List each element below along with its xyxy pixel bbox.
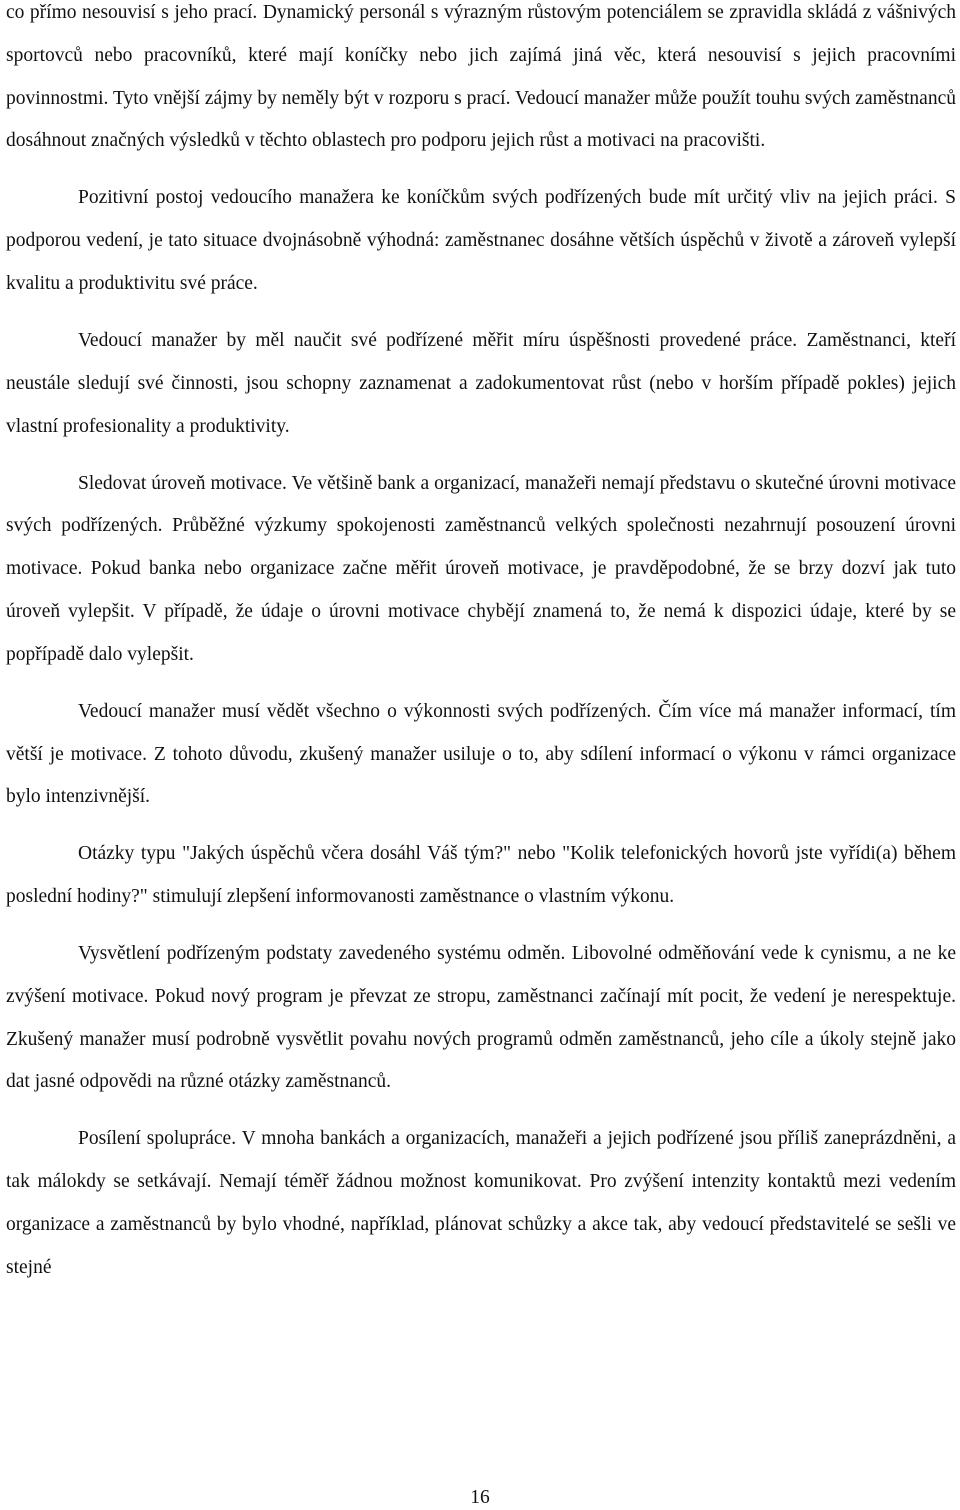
sentence: Pokud banka nebo organizace začne měřit úroveň motivace, je pravděpodobné, že se brzy dozví jak tuto úroveň vylepšit. (6, 558, 957, 622)
sentence: Vysvětlení podřízeným podstaty zavedeného systému odměn. (78, 943, 572, 965)
paragraph-measuring-success (6, 320, 956, 448)
paragraph-gap (6, 819, 956, 833)
sentence: Dynamický personál s výrazným růstovým potenciálem se zpravidla skládá z vášnivých sportovců nebo pracovníků, které mají koníčky nebo jich zajímá jiná věc, která nesouvisí s jejich pracovními povinnostmi. (6, 2, 956, 109)
sentence: V případě, že údaje o úrovni motivace chybějí znamená to, že nemá k dispozici údaje, které by se popřípadě dalo vylepšit. (6, 600, 956, 665)
paragraph-intro (6, 0, 956, 163)
paragraph-reward-system (6, 933, 956, 1104)
sentence: S podporou vedení, je tato situace dvojnásobně výhodná: zaměstnanec dosáhne větších úspěchů v životě a zároveň vylepší kvalitu a produktivitu své práce. (6, 187, 956, 294)
paragraph-questions (6, 833, 956, 919)
sentence: co přímo nesouvisí s jeho prací. (6, 2, 263, 23)
page-number: 16 (470, 1487, 490, 1508)
sentence: Libovolné odměňování vede k cynismu, a ne ke zvýšení motivace. (6, 943, 957, 1007)
sentence: Pozitivní postoj vedoucího manažera ke koníčkům svých podřízených bude mít určitý vliv na jejich práci. (78, 187, 946, 209)
sentence: Ve většině bank a organizací, manažeři nemají představu o skutečné úrovni motivace svých podřízených. (6, 472, 956, 537)
sentence: Z tohoto důvodu, zkušený manažer usiluje o to, aby sdílení informací o výkonu v rámci organizace bylo intenzivnější. (6, 743, 956, 808)
sentence: Vedoucí manažer musí vědět všechno o výkonnosti svých podřízených. (78, 700, 659, 722)
sentence: V mnoha bankách a organizacích, manažeři a jejich podřízené jsou příliš zaneprázdněni, a tak málokdy se setkávají. (6, 1128, 956, 1193)
paragraph-gap (6, 163, 956, 177)
sentence: Nemají téměř žádnou možnost komunikovat. (219, 1171, 590, 1193)
sentence: Čím více má manažer informací, tím větší je motivace. (6, 700, 956, 765)
sentence: Pro zvýšení intenzity kontaktů mezi vedením organizace a zaměstnanců by bylo vhodné, například, plánovat schůzky a akce tak, aby vedoucí představitelé se sešli ve stejné (6, 1171, 956, 1278)
paragraph-gap (6, 919, 956, 933)
paragraph-cooperation (6, 1118, 956, 1289)
sentence: Průběžné výzkumy spokojenosti zaměstnanců velkých společnosti nezahrnují posouzení úrovni motivace. (6, 515, 956, 580)
sentence: Vedoucí manažer může použít touhu svých zaměstnanců dosáhnout značných výsledků v těchto oblastech pro podporu jejich růst a motivaci na pracovišti. (6, 87, 956, 152)
paragraph-gap (6, 306, 956, 320)
paragraph-gap (6, 448, 956, 462)
sentence: Posílení spolupráce. (78, 1128, 242, 1150)
paragraph-gap (6, 1104, 956, 1118)
sentence: Pokud nový program je převzat ze stropu, zaměstnanci začínají mít pocit, že vedení je nerespektuje. (154, 985, 956, 1007)
document-page (6, 0, 956, 1290)
paragraph-positive-attitude (6, 177, 956, 305)
sentence: Tyto vnější zájmy by neměly být v rozporu s prací. (112, 87, 516, 109)
sentence: Otázky typu "Jakých úspěchů včera dosáhl Váš tým?" nebo "Kolik telefonických hovorů jste vyřídi(a) během poslední hodiny?" stimulují zlepšení informovanosti zaměstnance o vlastním výkonu. (6, 843, 956, 908)
sentence: Vedoucí manažer by měl naučit své podřízené měřit míru úspěšnosti provedené práce. (78, 329, 807, 351)
sentence: Sledovat úroveň motivace. (78, 472, 292, 494)
sentence: Zkušený manažer musí podrobně vysvětlit povahu nových programů odměn zaměstnanců, jeho cíle a úkoly stejně jako dat jasné odpovědi na různé otázky zaměstnanců. (6, 1028, 956, 1093)
paragraph-performance-info (6, 691, 956, 819)
paragraph-gap (6, 677, 956, 691)
sentence: Zaměstnanci, kteří neustále sledují své činnosti, jsou schopny zaznamenat a zadokumentovat růst (nebo v horším případě pokles) jejich vlastní profesionality a produktivity. (6, 329, 956, 437)
paragraph-motivation-level (6, 463, 956, 677)
